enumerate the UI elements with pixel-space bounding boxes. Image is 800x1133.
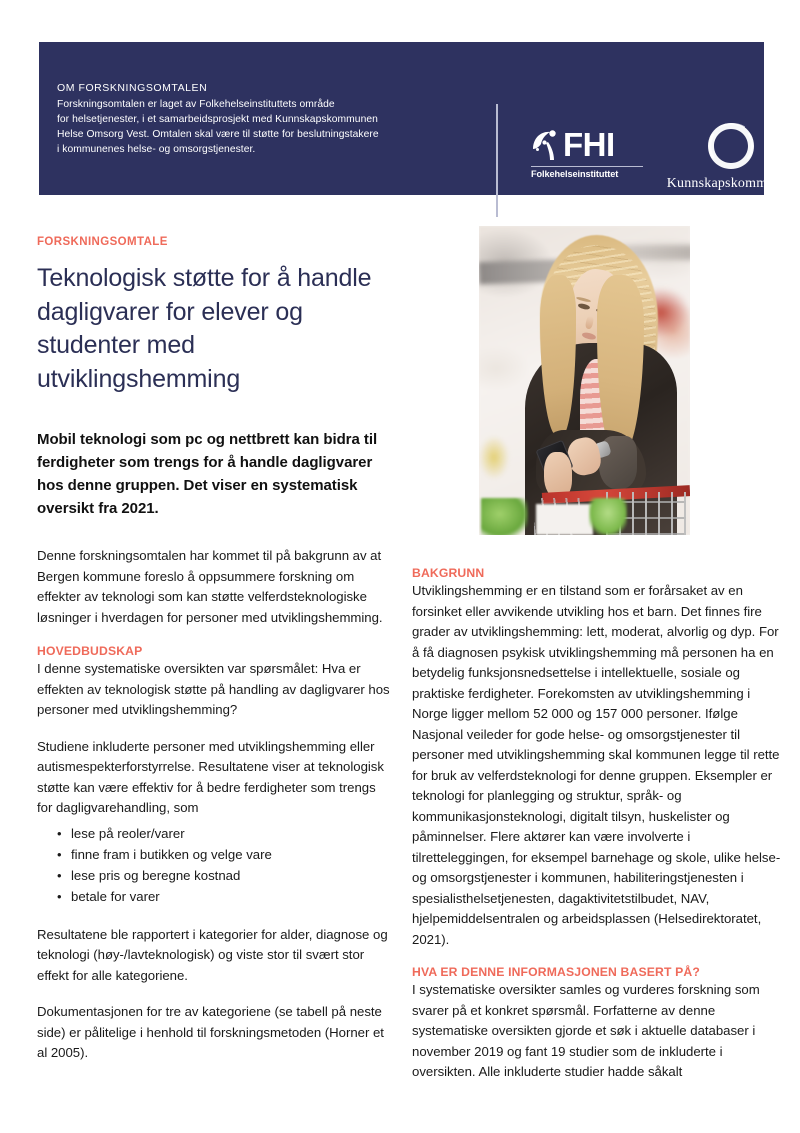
kunnskapskommunen-logo [661,120,800,208]
right-column [412,566,784,1098]
section-heading-hovedbudskap: HOVEDBUDSKAP [37,644,143,658]
fhi-logo-rule [531,166,643,167]
fhi-figure-icon [531,128,561,162]
section-heading-bakgrunn: BAKGRUNN [412,566,485,580]
hovedbudskap-bullet-list [37,823,392,907]
about-header-line: i kommunenes helse- og omsorgstjenester. [57,144,256,156]
kunnskapskommunen-name: Kunnskapskommunen [666,176,796,191]
about-header-body [57,97,439,158]
list-item: • lese pris og beregne kostnad [57,865,392,886]
hovedbudskap-paragraph: Studiene inkluderte personer med utviklingshemming eller autismespekterforstyrrelse. Resultatene viser at teknologisk støtte kan være effektiv for å bedre ferdigheter som trengs for dagligvarehandling, som [37,738,384,815]
about-header-line: Forskningsomtalen er laget av Folkehelseinstituttets område [57,98,335,110]
list-item: • lese på reoler/varer [57,823,392,844]
fhi-logo [531,126,643,179]
article-intro-paragraph: Denne forskningsomtalen har kommet til på bakgrunn av at Bergen kommune foreslo å oppsummere forskning om effekter av teknologi som kan støtte velferdsteknologiske løsninger i hverdagen for personer med utviklingshemming. [37,548,383,625]
section-heading-basert-pa: HVA ER DENNE INFORMASJONEN BASERT PÅ? [412,965,700,979]
about-header-banner [39,42,796,208]
fhi-subtitle: Folkehelseinstituttet [531,169,619,179]
article-lead: Mobil teknologi som pc og nettbrett kan bidra til ferdigheter som trengs for å handle dagligvarer hos denne gruppen. Det viser en systematisk oversikt fra 2021. [37,431,378,517]
about-header-kicker: OM FORSKNINGSOMTALEN [57,81,208,94]
list-item: • finne fram i butikken og velge vare [57,844,392,865]
photo-woman-with-phone-in-grocery-store [479,226,690,535]
page-title: Teknologisk støtte for å handle dagligvarer for elever og studenter med utviklingshemming [37,264,372,393]
about-header-line: for helsetjenester, i et samarbeidsprosjekt med Kunnskapskommunen [57,113,378,125]
article-kicker: FORSKNINGSOMTALE [37,236,168,248]
bakgrunn-paragraph: Utviklingshemming er en tilstand som er forårsaket av en forsinket eller avvikende utvikling hos et barn. Det finnes fire grader av utviklingshemming: lett, moderat, alvorlig og dyp. For å få diagnosen psykisk utviklingshemming må personen ha en betydelig funksjonsnedsettelse i intellektuelle, sosiale og praktiske ferdigheter. Forekomsten av utviklingshemming i Norge ligger mellom 52 000 og 157 000 personer. Ifølge Nasjonal veileder for gode helse- og omsorgstjenester til personer med utviklingshemming skal kommunen legge til rette for bruk av velferdsteknologi for denne gruppen. Eksempler er teknologi for planlegging og struktur, språk- og kommunikasjonsteknologi, digitalt tilsyn, huskelister og påminnelser. Flere aktører kan være involverte i tilretteleggingen, for eksempel barnehage og skole, ulike helse- og omsorgstjenester i kommunen, habiliteringstjenesten i spesialisthelsetjenesten, dagaktivitetstilbudet, NAV, hjelpemiddelsentralen og arbeidsplassen (Helsedirektoratet, 2021). [412,583,781,947]
header-vertical-divider [496,104,498,217]
kunnskapskommunen-tagline: Helse Omsorg Vest [695,198,767,208]
fhi-wordmark: FHI [563,126,615,163]
basert-pa-paragraph: I systematiske oversikter samles og vurderes forskning som svarer på et konkret spørsmål. Forfatterne av denne systematiske oversikten gjorde et søk i aktuelle databaser i november 2019 og fant 19 studier som de inkluderte i oversikten. Alle inkluderte studier hadde såkalt [412,982,760,1079]
hovedbudskap-paragraph-after: Resultatene ble rapportert i kategorier for alder, diagnose og teknologi (høy-/lavteknologisk) og viste stor til svært stor effekt for alle kategoriene. [37,926,388,983]
brush-ring-icon [703,120,759,172]
about-header-line: Helse Omsorg Vest. Omtalen skal være til støtte for beslutningstakere [57,129,379,140]
about-header-text [39,80,439,158]
article-photo [479,226,690,535]
hovedbudskap-paragraph-after: Dokumentasjonen for tre av kategoriene (se tabell på neste side) er pålitelige i henhold til forskningsmetoden (Horner et al 2005). [37,1004,384,1060]
left-column [37,236,392,1080]
list-item: • betale for varer [57,886,392,907]
hovedbudskap-paragraph: I denne systematiske oversikten var spørsmålet: Hva er effekten av teknologisk støtte på handling av dagligvarer hos personer med utviklingshemming? [37,661,390,717]
